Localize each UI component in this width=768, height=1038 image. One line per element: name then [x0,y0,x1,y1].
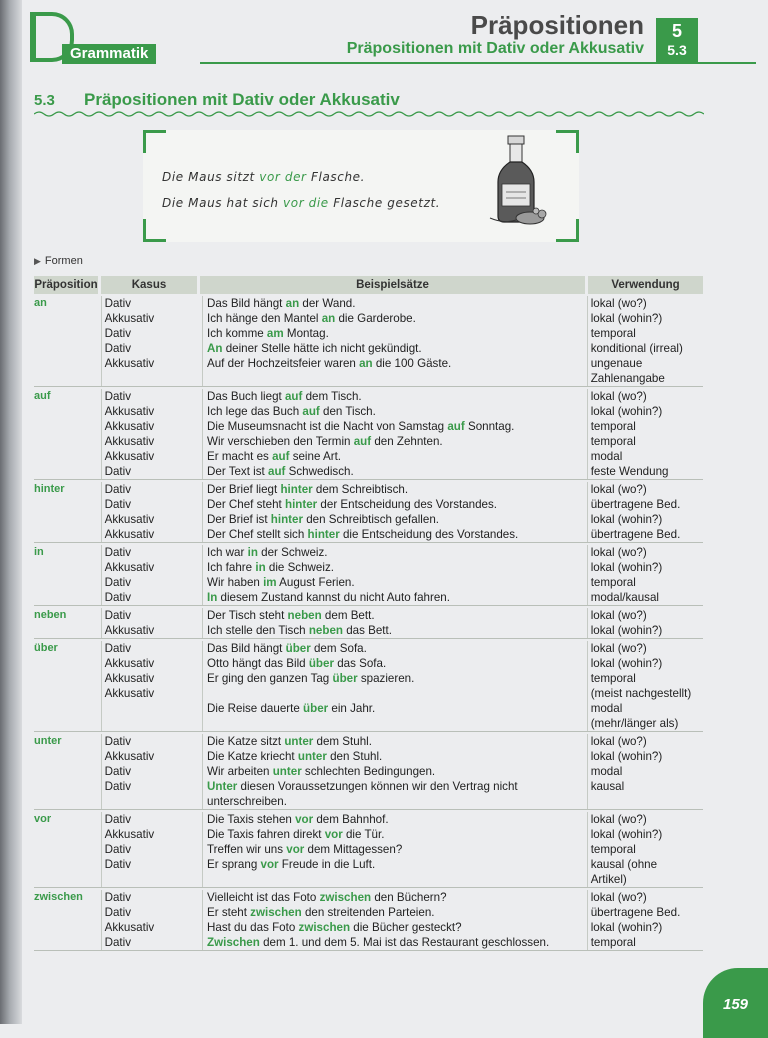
usage-cell [587,734,703,809]
example-cell [202,608,587,638]
table-row [34,543,703,606]
usage-line: lokal (wo?) [590,891,647,904]
usage-line: lokal (wohin?) [590,657,663,670]
example-line: Er steht zwischen den streitenden Parteien. [207,906,435,919]
example-cell [202,482,587,542]
example-cell [202,296,587,386]
example-sentence-1: Die Maus sitzt vor der Flasche. [162,170,366,184]
example-line: Hast du das Foto zwischen die Bücher gesteckt? [207,921,462,934]
usage-line: modal [590,450,623,463]
header-verwendung: Verwendung [588,276,703,294]
kasus-cell [101,389,202,479]
example-line: Der Chef steht hinter der Entscheidung des Vorstandes. [207,498,498,511]
kasus-cell [101,812,202,887]
kasus-line: Akkusativ [104,528,155,541]
example-line: Die Katze kriecht unter den Stuhl. [207,750,383,763]
kasus-line: Akkusativ [104,405,155,418]
chapter-title: Präpositionen [470,10,644,40]
table-row [34,480,703,543]
section-wave-divider [34,110,704,118]
usage-cell [587,545,703,605]
usage-cell [587,296,703,386]
example-line: Wir haben im August Ferien. [207,576,355,589]
section-number: 5.3 [34,92,55,109]
example-line: Ich stelle den Tisch neben das Bett. [207,624,392,637]
kasus-cell [101,296,202,386]
example-line: Otto hängt das Bild über das Sofa. [207,657,387,670]
example-line: Treffen wir uns vor dem Mittagessen? [207,843,403,856]
table-header [34,276,703,294]
table-row [34,810,703,888]
example-cell [202,641,587,731]
table-row [34,888,703,951]
kasus-line: Dativ [104,813,132,826]
usage-line: temporal [590,576,636,589]
kasus-line: Dativ [104,891,132,904]
kasus-line: Akkusativ [104,624,155,637]
usage-line: konditional (irreal) [590,342,683,355]
example-line: Er ging den ganzen Tag über spazieren. [207,672,415,685]
kasus-line: Dativ [104,906,132,919]
example-line: Der Brief ist hinter den Schreibtisch gefallen. [207,513,439,526]
kasus-line: Dativ [104,642,132,655]
table-row [34,639,703,732]
usage-cell [587,608,703,638]
usage-cell [587,641,703,731]
usage-line: lokal (wohin?) [590,750,663,763]
usage-line: lokal (wohin?) [590,513,663,526]
bottle-mouse-illustration [478,134,558,226]
prepositions-table [34,276,703,951]
usage-line: temporal [590,435,636,448]
usage-line: lokal (wo?) [590,297,647,310]
kasus-line: Akkusativ [104,312,155,325]
kasus-line: Dativ [104,390,132,403]
preposition-cell: neben [34,609,67,621]
usage-line: übertragene Bed. [590,528,681,541]
section-title: Präpositionen mit Dativ oder Akkusativ [84,90,400,109]
example-line: An deiner Stelle hätte ich nicht gekündigt. [207,342,422,355]
example-cell [202,734,587,809]
kasus-line: Dativ [104,465,132,478]
kasus-line: Dativ [104,498,132,511]
kasus-line: Akkusativ [104,450,155,463]
example-line: Wir arbeiten unter schlechten Bedingungen. [207,765,436,778]
example-line: Der Brief liegt hinter dem Schreibtisch. [207,483,409,496]
kasus-cell [101,482,202,542]
kasus-line: Akkusativ [104,357,155,370]
example-sentence-2: Die Maus hat sich vor die Flasche gesetzt. [162,196,441,210]
kasus-line: Akkusativ [104,513,155,526]
example-line: Der Tisch steht neben dem Bett. [207,609,375,622]
example-line: Die Katze sitzt unter dem Stuhl. [207,735,372,748]
header-beispielsaetze: Beispielsätze [200,276,585,294]
usage-line: lokal (wo?) [590,735,647,748]
header-rule [200,62,756,64]
example-line: Ich komme am Montag. [207,327,329,340]
kasus-cell [101,608,202,638]
kasus-cell [101,545,202,605]
kasus-line: Dativ [104,297,132,310]
usage-line: lokal (wohin?) [590,405,663,418]
usage-line: temporal [590,936,636,949]
example-line: Der Text ist auf Schwedisch. [207,465,354,478]
usage-line: kausal (ohne [590,858,658,871]
usage-line: lokal (wo?) [590,483,647,496]
usage-line: Artikel) [590,873,627,886]
example-line: Die Taxis fahren direkt vor die Tür. [207,828,385,841]
usage-line: übertragene Bed. [590,498,681,511]
example-cell [202,812,587,887]
usage-line: lokal (wo?) [590,813,647,826]
header-kasus: Kasus [101,276,197,294]
kasus-cell [101,890,202,950]
example-cell [202,545,587,605]
table-row [34,387,703,480]
usage-line: (meist nachgestellt) [590,687,692,700]
example-line: Das Bild hängt über dem Sofa. [207,642,367,655]
page-number: 159 [723,996,749,1013]
preposition-cell: über [34,642,58,654]
kasus-line: Dativ [104,765,132,778]
example-line: Ich lege das Buch auf den Tisch. [207,405,376,418]
example-line: Das Bild hängt an der Wand. [207,297,356,310]
kasus-line: Akkusativ [104,687,155,700]
grammatik-label: Grammatik [62,44,156,64]
usage-line: lokal (wohin?) [590,561,663,574]
kasus-line: Akkusativ [104,420,155,433]
kasus-line: Dativ [104,936,132,949]
usage-line: modal/kausal [590,591,659,604]
usage-line: Zahlenangabe [590,372,665,385]
chapter-number-badge [656,18,698,62]
kasus-line: Dativ [104,591,132,604]
preposition-cell: an [34,297,47,309]
book-spine-shadow [0,0,22,1024]
usage-line: feste Wendung [590,465,669,478]
preposition-cell: vor [34,813,52,825]
usage-line: lokal (wo?) [590,642,647,655]
kasus-line: Dativ [104,342,132,355]
section-number-badge: 5.3 [667,42,687,58]
example-line: Die Museumsnacht ist die Nacht von Samstag auf Sonntag. [207,420,515,433]
usage-line: übertragene Bed. [590,906,681,919]
kasus-line: Dativ [104,327,132,340]
kasus-line: Dativ [104,546,132,559]
kasus-line: Dativ [104,576,132,589]
kasus-line: Akkusativ [104,561,155,574]
usage-line: temporal [590,420,636,433]
example-line: Auf der Hochzeitsfeier waren an die 100 Gäste. [207,357,452,370]
usage-line: temporal [590,843,636,856]
usage-line: kausal [590,780,625,793]
preposition-cell: hinter [34,483,65,495]
kasus-line: Dativ [104,483,132,496]
kasus-cell [101,641,202,731]
table-row [34,606,703,639]
preposition-cell: unter [34,735,62,747]
kasus-line: Akkusativ [104,828,155,841]
example-cell [202,389,587,479]
kasus-line: Akkusativ [104,657,155,670]
example-line: Vielleicht ist das Foto zwischen den Büchern? [207,891,447,904]
usage-line: lokal (wohin?) [590,624,663,637]
kasus-line: Dativ [104,780,132,793]
chapter-subtitle: Präpositionen mit Dativ oder Akkusativ [346,40,644,57]
example-line: Die Reise dauerte über ein Jahr. [207,702,376,715]
usage-line: lokal (wo?) [590,546,647,559]
example-line: Zwischen dem 1. und dem 5. Mai ist das Restaurant geschlossen. [207,936,550,949]
usage-line: temporal [590,327,636,340]
usage-line: temporal [590,672,636,685]
usage-cell [587,812,703,887]
kasus-line: Akkusativ [104,672,155,685]
kasus-line: Dativ [104,843,132,856]
example-cell [202,890,587,950]
example-line: Der Chef stellt sich hinter die Entscheidung des Vorstandes. [207,528,519,541]
kasus-cell [101,734,202,809]
usage-line: modal [590,702,623,715]
page-number-tab [703,968,768,1038]
usage-line: lokal (wohin?) [590,312,663,325]
kasus-line: Dativ [104,609,132,622]
usage-line: lokal (wohin?) [590,828,663,841]
example-line: Unter diesen Voraussetzungen können wir den Vertrag nicht [207,780,518,793]
kasus-line: Dativ [104,735,132,748]
preposition-cell: auf [34,390,51,402]
table-body [34,294,703,951]
example-line: Ich war in der Schweiz. [207,546,328,559]
example-line: unterschreiben. [207,795,287,808]
kasus-line: Dativ [104,858,132,871]
usage-line: ungenaue [590,357,643,370]
usage-line: lokal (wohin?) [590,921,663,934]
example-line: Ich fahre in die Schweiz. [207,561,334,574]
usage-line: modal [590,765,623,778]
example-line [207,686,587,701]
usage-line: lokal (wo?) [590,609,647,622]
preposition-cell: zwischen [34,891,83,903]
example-line: Ich hänge den Mantel an die Garderobe. [207,312,416,325]
usage-cell [587,482,703,542]
example-line: Das Buch liegt auf dem Tisch. [207,390,362,403]
table-row [34,294,703,387]
usage-line: lokal (wo?) [590,390,647,403]
example-line: Wir verschieben den Termin auf den Zehnten. [207,435,443,448]
formen-heading: ▶ Formen [34,255,83,267]
example-line: Er macht es auf seine Art. [207,450,342,463]
table-row [34,732,703,810]
usage-cell [587,890,703,950]
usage-line: (mehr/länger als) [590,717,679,730]
kasus-line: Akkusativ [104,435,155,448]
example-line: Die Taxis stehen vor dem Bahnhof. [207,813,389,826]
example-line: In diesem Zustand kannst du nicht Auto fahren. [207,591,450,604]
preposition-cell: in [34,546,44,558]
header-praeposition: Präposition [34,276,98,294]
kasus-line: Akkusativ [104,750,155,763]
chapter-number: 5 [671,21,682,41]
usage-cell [587,389,703,479]
example-line: Er sprang vor Freude in die Luft. [207,858,376,871]
kasus-line: Akkusativ [104,921,155,934]
